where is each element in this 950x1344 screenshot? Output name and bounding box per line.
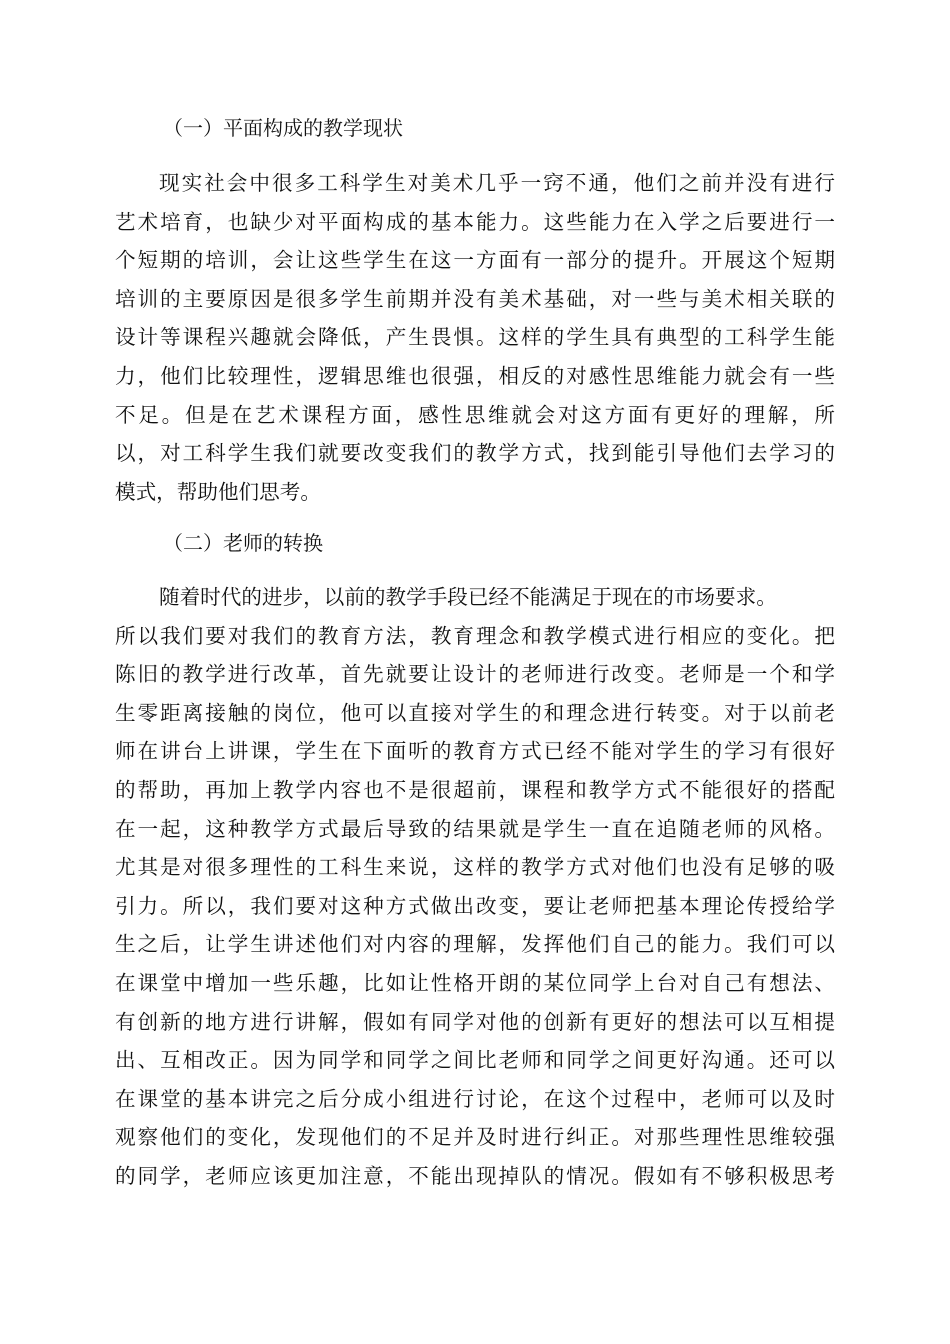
paragraph-line: 师在讲台上讲课，学生在下面听的教育方式已经不能对学生的学习有很好: [115, 739, 835, 764]
paragraph-line: 生之后，让学生讲述他们对内容的理解，发挥他们自己的能力。我们可以: [115, 932, 835, 957]
paragraph-teacher-transition: [115, 578, 835, 1196]
paragraph-line: 随着时代的进步，以前的教学手段已经不能满足于现在的市场要求。: [159, 585, 777, 609]
paragraph-line: 出、互相改正。因为同学和同学之间比老师和同学之间更好沟通。还可以: [115, 1048, 835, 1073]
paragraph-line: 艺术培育，也缺少对平面构成的基本能力。这些能力在入学之后要进行一: [115, 209, 835, 234]
paragraph-line: 尤其是对很多理性的工科生来说，这样的教学方式对他们也没有足够的吸: [115, 855, 835, 880]
section-heading-teaching-status: （一）平面构成的教学现状: [163, 116, 403, 140]
paragraph-teaching-status: [115, 164, 835, 511]
paragraph-line: 的帮助，再加上教学内容也不是很超前，课程和教学方式不能很好的搭配: [115, 777, 835, 802]
paragraph-line: 培训的主要原因是很多学生前期并没有美术基础，对一些与美术相关联的: [115, 286, 835, 311]
paragraph-line: 陈旧的教学进行改革，首先就要让设计的老师进行改变。老师是一个和学: [115, 662, 835, 687]
paragraph-line: 设计等课程兴趣就会降低，产生畏惧。这样的学生具有典型的工科学生能: [115, 325, 835, 350]
paragraph-line: 的同学，老师应该更加注意，不能出现掉队的情况。假如有不够积极思考: [115, 1163, 835, 1188]
section-heading-teacher-transition: （二）老师的转换: [163, 531, 323, 555]
paragraph-line: 以，对工科学生我们就要改变我们的教学方式，找到能引导他们去学习的: [115, 441, 835, 466]
paragraph-line: 力，他们比较理性，逻辑思维也很强，相反的对感性思维能力就会有一些: [115, 363, 835, 388]
paragraph-line: 模式，帮助他们思考。: [115, 479, 321, 504]
paragraph-line: 所以我们要对我们的教育方法，教育理念和教学模式进行相应的变化。把: [115, 623, 835, 648]
paragraph-line: 引力。所以，我们要对这种方式做出改变，要让老师把基本理论传授给学: [115, 893, 835, 918]
paragraph-line: 现实社会中很多工科学生对美术几乎一窍不通，他们之前并没有进行: [159, 171, 835, 195]
paragraph-line: 观察他们的变化，发现他们的不足并及时进行纠正。对那些理性思维较强: [115, 1125, 835, 1150]
paragraph-line: 在课堂的基本讲完之后分成小组进行讨论，在这个过程中，老师可以及时: [115, 1086, 835, 1111]
paragraph-line: 不足。但是在艺术课程方面，感性思维就会对这方面有更好的理解，所: [115, 402, 835, 427]
paragraph-line: 在一起，这种教学方式最后导致的结果就是学生一直在追随老师的风格。: [115, 816, 835, 841]
paragraph-line: 个短期的培训，会让这些学生在这一方面有一部分的提升。开展这个短期: [115, 248, 835, 273]
paragraph-line: 有创新的地方进行讲解，假如有同学对他的创新有更好的想法可以互相提: [115, 1009, 835, 1034]
paragraph-line: 在课堂中增加一些乐趣，比如让性格开朗的某位同学上台对自己有想法、: [115, 970, 835, 995]
paragraph-line: 生零距离接触的岗位，他可以直接对学生的和理念进行转变。对于以前老: [115, 700, 835, 725]
